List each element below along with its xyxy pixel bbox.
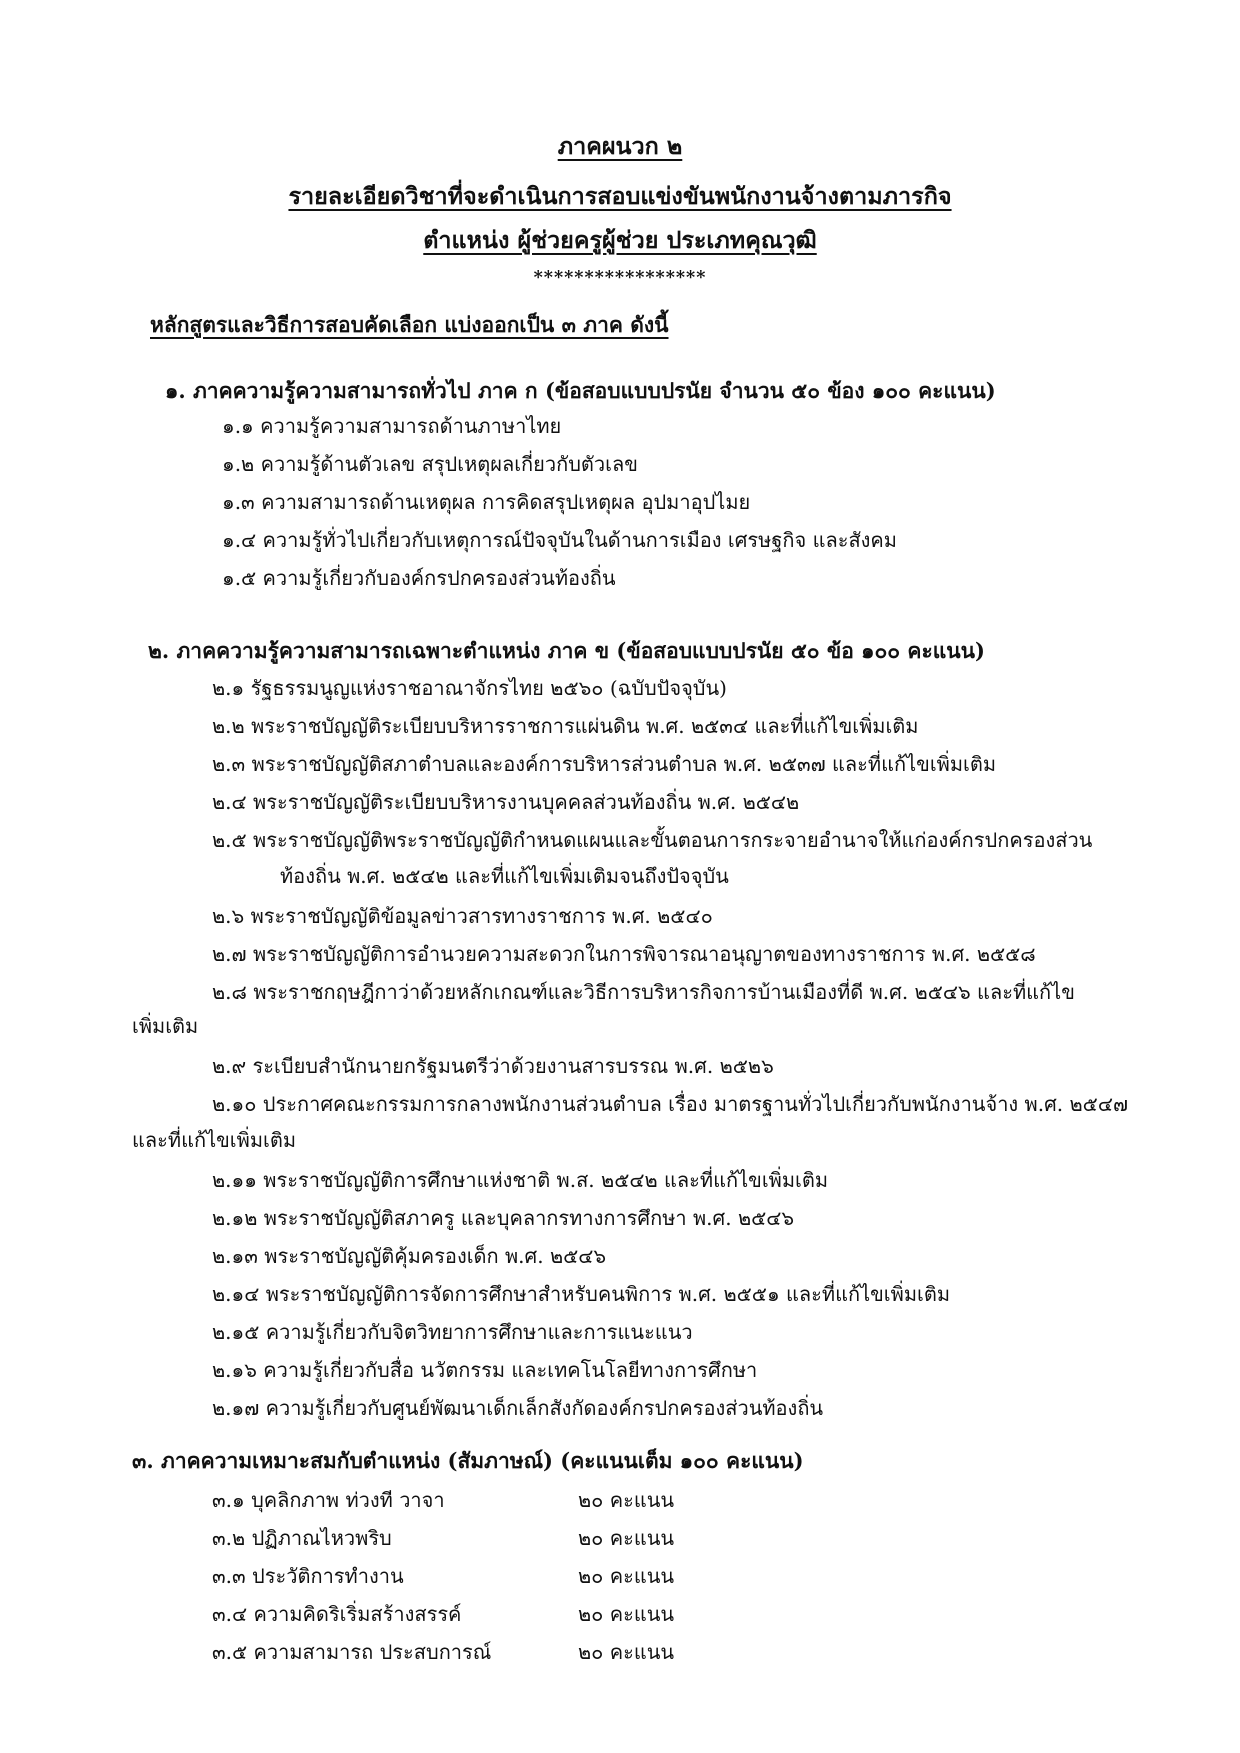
section2-item: ๒.๖ พระราชบัญญัติข้อมูลข่าวสารทางราชการ พ.ศ. ๒๕๔๐ (212, 904, 713, 928)
section1-item: ๑.๔ ความรู้ทั่วไปเกี่ยวกับเหตุการณ์ปัจจุบันในด้านการเมือง เศรษฐกิจ และสังคม (222, 528, 897, 552)
section2-item: ๒.๑๓ พระราชบัญญัติคุ้มครองเด็ก พ.ศ. ๒๕๔๖ (212, 1244, 607, 1268)
section2-item-continuation: ท้องถิ่น พ.ศ. ๒๕๔๒ และที่แก้ไขเพิ่มเติมจนถึงปัจจุบัน (280, 864, 729, 888)
section2-item: ๒.๒ พระราชบัญญัติระเบียบบริหารราชการแผ่นดิน พ.ศ. ๒๕๓๔ และที่แก้ไขเพิ่มเติม (212, 714, 919, 738)
section3-item-label: ๓.๑ บุคลิกภาพ ท่วงที วาจา (212, 1488, 445, 1512)
section1-item: ๑.๒ ความรู้ด้านตัวเลข สรุปเหตุผลเกี่ยวกับตัวเลข (222, 452, 638, 476)
section3-item-score: ๒๐ คะแนน (578, 1602, 675, 1626)
section1-item: ๑.๕ ความรู้เกี่ยวกับองค์กรปกครองส่วนท้องถิ่น (222, 566, 616, 590)
section2-item: ๒.๑๖ ความรู้เกี่ยวกับสื่อ นวัตกรรม และเทคโนโลยีทางการศึกษา (212, 1358, 758, 1382)
section3-item-score: ๒๐ คะแนน (578, 1564, 675, 1588)
section2-item: ๒.๓ พระราชบัญญัติสภาตำบลและองค์การบริหารส่วนตำบล พ.ศ. ๒๕๓๗ และที่แก้ไขเพิ่มเติม (212, 752, 997, 776)
section1-heading: ๑. ภาคความรู้ความสามารถทั่วไป ภาค ก (ข้อสอบแบบปรนัย จำนวน ๕๐ ข้อง ๑๐๐ คะแนน) (165, 378, 996, 403)
section1-item: ๑.๑ ความรู้ความสามารถด้านภาษาไทย (222, 414, 562, 438)
section3-item-label: ๓.๒ ปฏิภาณไหวพริบ (212, 1526, 392, 1550)
section3-item-label: ๓.๓ ประวัติการทำงาน (212, 1564, 404, 1588)
section2-item: ๒.๑๗ ความรู้เกี่ยวกับศูนย์พัฒนาเด็กเล็กสังกัดองค์กรปกครองส่วนท้องถิ่น (212, 1396, 824, 1420)
section2-item-continuation: และที่แก้ไขเพิ่มเติม (132, 1128, 297, 1152)
position-title: ตำแหน่ง ผู้ช่วยครูผู้ช่วย ประเภทคุณวุฒิ (423, 226, 817, 254)
appendix-title: ภาคผนวก ๒ (557, 132, 683, 160)
section3-item-label: ๓.๔ ความคิดริเริ่มสร้างสรรค์ (212, 1602, 462, 1626)
section2-item: ๒.๑๕ ความรู้เกี่ยวกับจิตวิทยาการศึกษาและการแนะแนว (212, 1320, 693, 1344)
section2-item: ๒.๑๒ พระราชบัญญัติสภาครู และบุคลากรทางการศึกษา พ.ศ. ๒๕๔๖ (212, 1206, 795, 1230)
section2-heading: ๒. ภาคความรู้ความสามารถเฉพาะตำแหน่ง ภาค ข (ข้อสอบแบบปรนัย ๕๐ ข้อ ๑๐๐ คะแนน) (148, 638, 985, 663)
section3-heading: ๓. ภาคความเหมาะสมกับตำแหน่ง (สัมภาษณ์) (คะแนนเต็ม ๑๐๐ คะแนน) (132, 1448, 804, 1473)
section2-item: ๒.๕ พระราชบัญญัติพระราชบัญญัติกำหนดแผนและขั้นตอนการกระจายอำนาจให้แก่องค์กรปกครองส่วน (212, 828, 1093, 852)
section2-item: ๒.๑ รัฐธรรมนูญแห่งราชอาณาจักรไทย ๒๕๖๐ (ฉบับปัจจุบัน) (212, 676, 727, 700)
section2-item: ๒.๔ พระราชบัญญัติระเบียบบริหารงานบุคคลส่วนท้องถิ่น พ.ศ. ๒๕๔๒ (212, 790, 800, 814)
divider-stars: ***************** (533, 268, 707, 288)
section2-item-continuation: เพิ่มเติม (132, 1014, 199, 1038)
section2-item: ๒.๘ พระราชกฤษฎีกาว่าด้วยหลักเกณฑ์และวิธีการบริหารกิจการบ้านเมืองที่ดี พ.ศ. ๒๕๔๖ และที่แก้ไข (212, 980, 1075, 1004)
section2-item: ๒.๑๔ พระราชบัญญัติการจัดการศึกษาสำหรับคนพิการ พ.ศ. ๒๕๕๑ และที่แก้ไขเพิ่มเติม (212, 1282, 951, 1306)
section1-item: ๑.๓ ความสามารถด้านเหตุผล การคิดสรุปเหตุผล อุปมาอุปไมย (222, 490, 751, 514)
section3-item-label: ๓.๕ ความสามารถ ประสบการณ์ (212, 1640, 492, 1664)
section2-item: ๒.๗ พระราชบัญญัติการอำนวยความสะดวกในการพิจารณาอนุญาตของทางราชการ พ.ศ. ๒๕๕๘ (212, 942, 1036, 966)
subject-title: รายละเอียดวิชาที่จะดำเนินการสอบแข่งขันพนักงานจ้างตามภารกิจ (288, 182, 952, 210)
section2-item: ๒.๙ ระเบียบสำนักนายกรัฐมนตรีว่าด้วยงานสารบรรณ พ.ศ. ๒๕๒๖ (212, 1054, 774, 1078)
section3-item-score: ๒๐ คะแนน (578, 1488, 675, 1512)
section3-item-score: ๒๐ คะแนน (578, 1526, 675, 1550)
curriculum-heading: หลักสูตรและวิธีการสอบคัดเลือก แบ่งออกเป็น ๓ ภาค ดังนี้ (150, 312, 669, 337)
section2-item: ๒.๑๐ ประกาศคณะกรรมการกลางพนักงานส่วนตำบล เรื่อง มาตรฐานทั่วไปเกี่ยวกับพนักงานจ้าง พ.ศ. ๒๕๔๗ (212, 1092, 1128, 1116)
section3-item-score: ๒๐ คะแนน (578, 1640, 675, 1664)
section2-item: ๒.๑๑ พระราชบัญญัติการศึกษาแห่งชาติ พ.ส. ๒๕๔๒ และที่แก้ไขเพิ่มเติม (212, 1168, 829, 1192)
